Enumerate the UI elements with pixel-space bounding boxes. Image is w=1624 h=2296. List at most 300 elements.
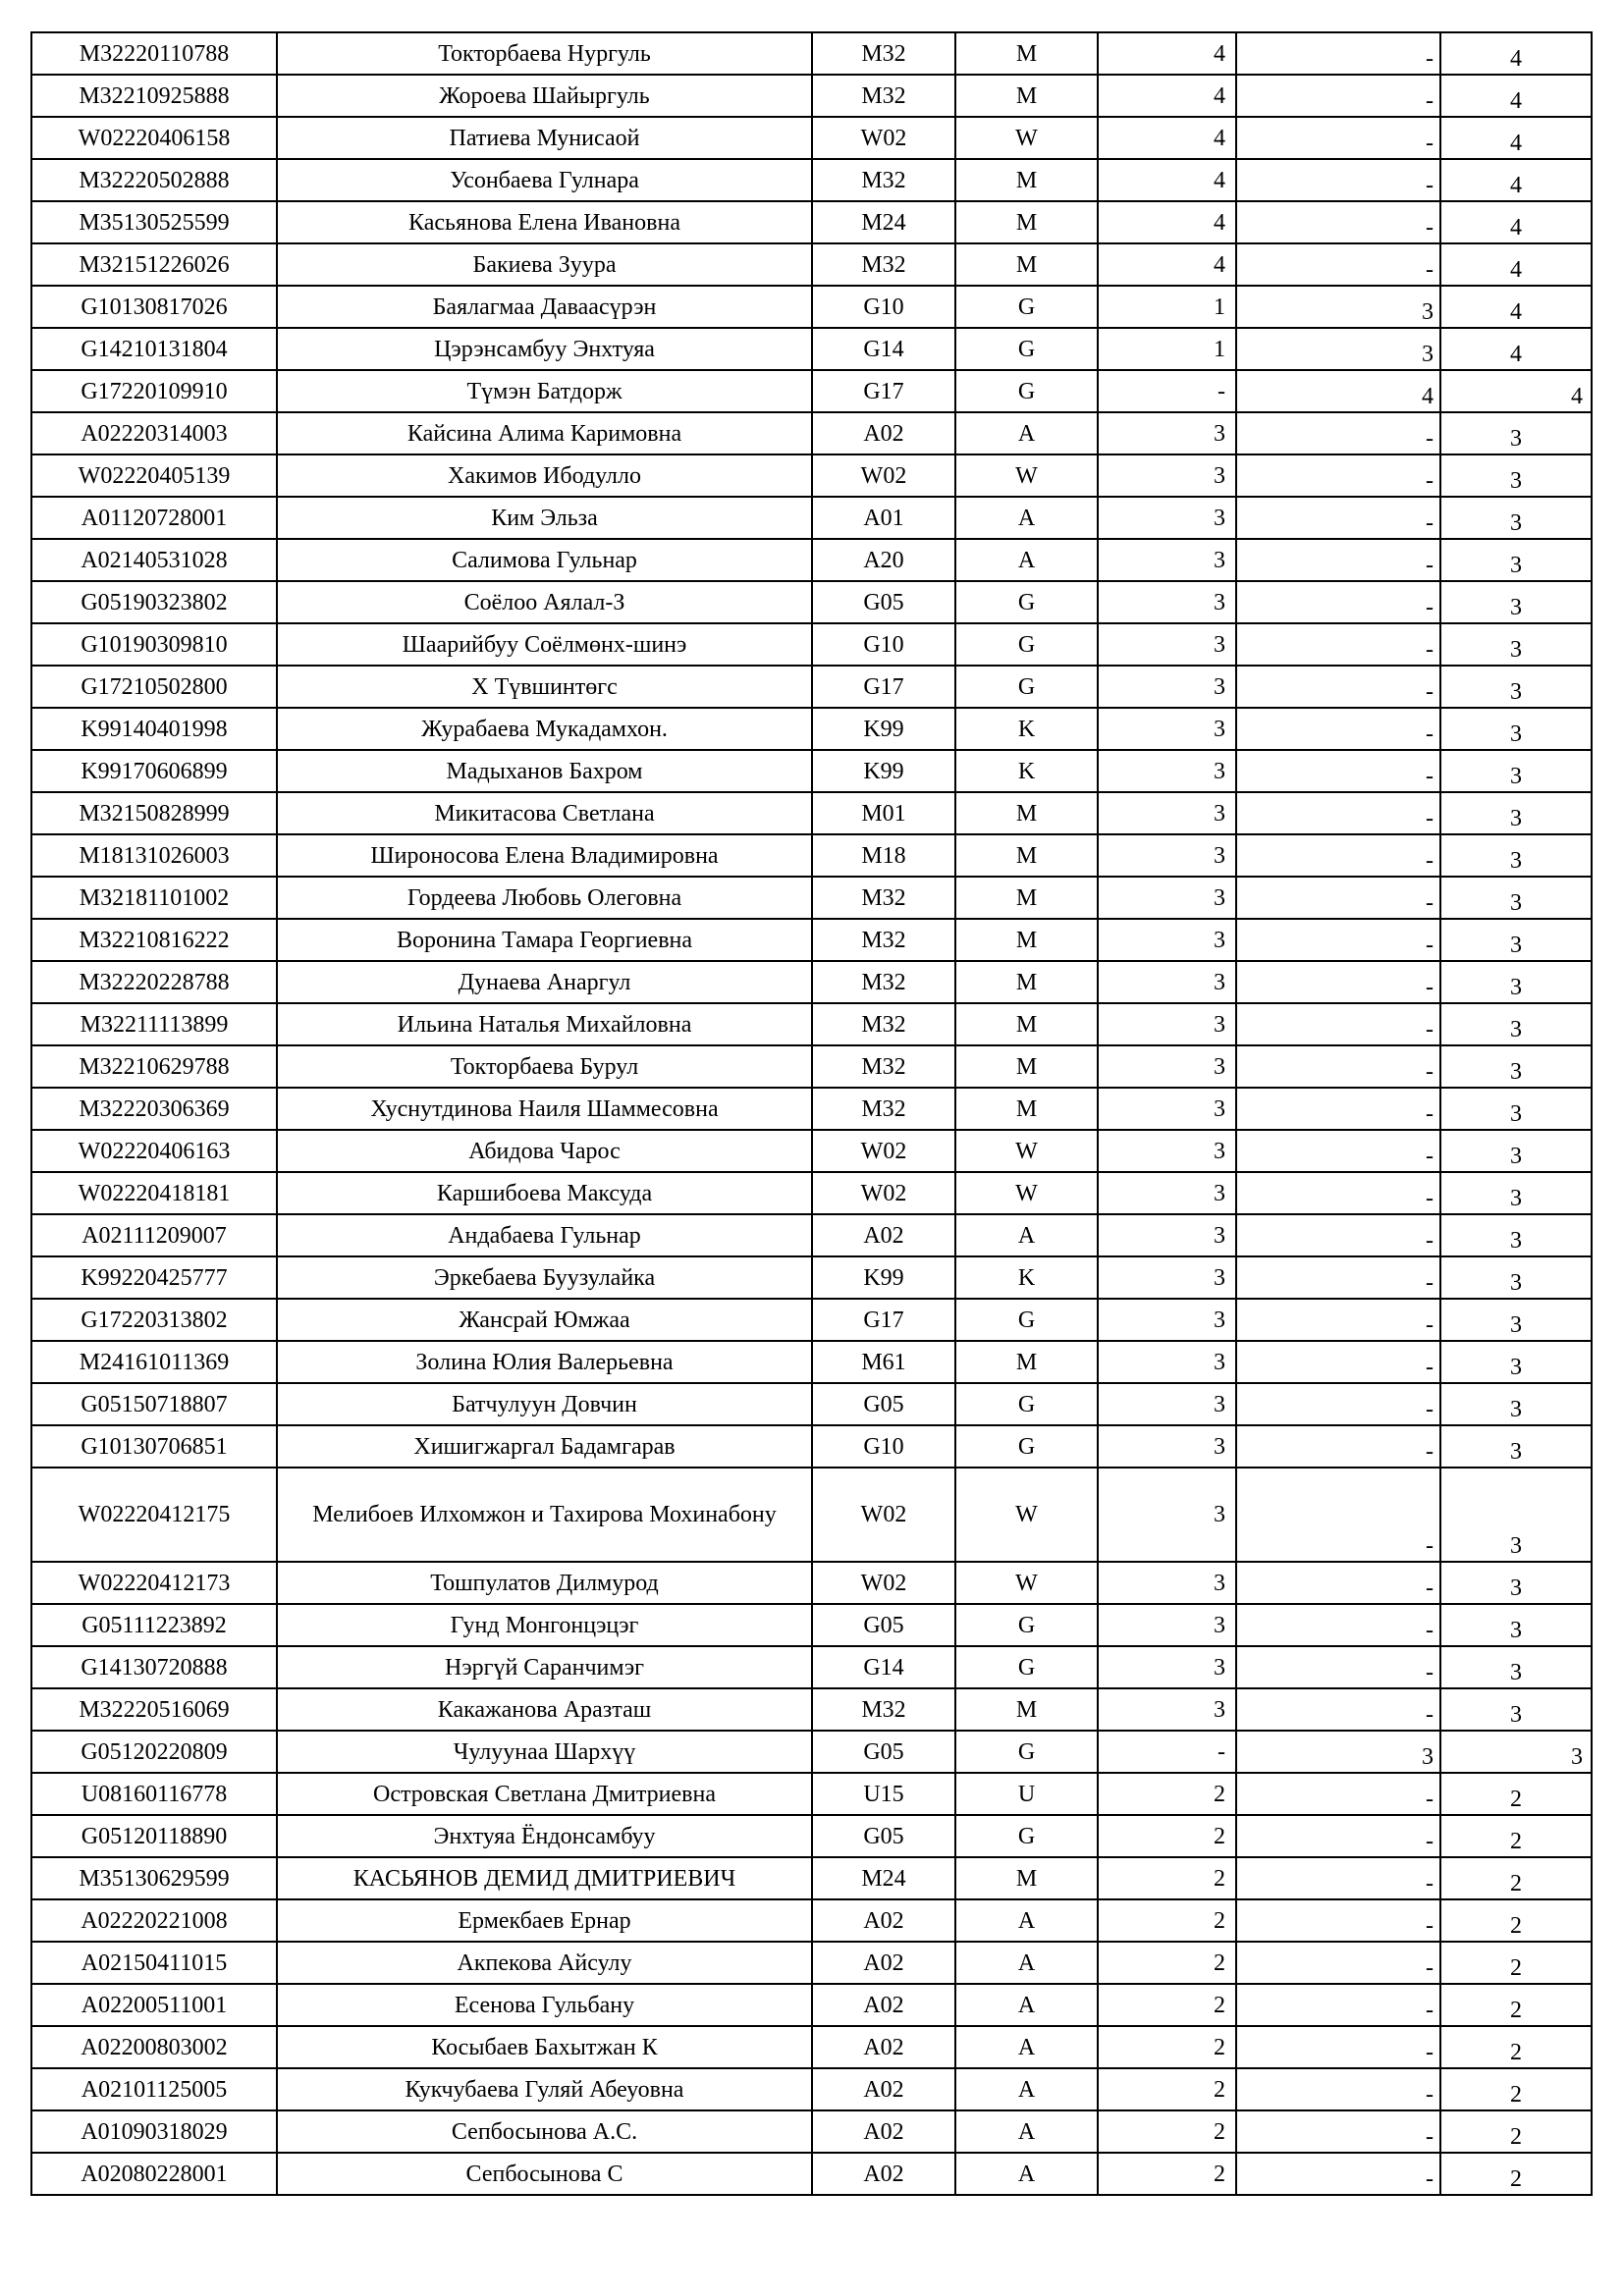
score-1-cell: 3	[1098, 919, 1236, 961]
results-table	[30, 31, 1593, 2196]
group-code-cell: M32	[812, 919, 955, 961]
score-2-cell: -	[1236, 1899, 1440, 1942]
total-score-cell: 4	[1440, 75, 1592, 117]
participant-name-cell: Токторбаева Нургуль	[277, 32, 812, 75]
score-2-cell: -	[1236, 497, 1440, 539]
participant-name-cell: Усонбаева Гулнара	[277, 159, 812, 201]
group-code-cell: M32	[812, 159, 955, 201]
results-table-body	[31, 32, 1592, 2195]
participant-name-cell: Косыбаев Бахытжан К	[277, 2026, 812, 2068]
region-letter-cell: M	[955, 159, 1098, 201]
region-letter-cell: A	[955, 2068, 1098, 2110]
group-code-cell: A02	[812, 2068, 955, 2110]
score-1-cell: 2	[1098, 1815, 1236, 1857]
participant-name-cell: КАСЬЯНОВ ДЕМИД ДМИТРИЕВИЧ	[277, 1857, 812, 1899]
score-2-cell: -	[1236, 1688, 1440, 1731]
group-code-cell: M32	[812, 961, 955, 1003]
participant-name-cell: Баялагмаа Даваасүрэн	[277, 286, 812, 328]
region-letter-cell: G	[955, 1299, 1098, 1341]
score-2-cell: -	[1236, 961, 1440, 1003]
table-row	[31, 497, 1592, 539]
score-1-cell: 3	[1098, 1045, 1236, 1088]
group-code-cell: A02	[812, 1214, 955, 1256]
score-1-cell: 4	[1098, 243, 1236, 286]
score-2-cell: -	[1236, 792, 1440, 834]
total-score-cell: 3	[1440, 1299, 1592, 1341]
participant-code-cell: M35130525599	[31, 201, 277, 243]
score-1-cell: 2	[1098, 1899, 1236, 1942]
participant-code-cell: K99140401998	[31, 708, 277, 750]
region-letter-cell: G	[955, 666, 1098, 708]
group-code-cell: A01	[812, 497, 955, 539]
group-code-cell: M32	[812, 1003, 955, 1045]
region-letter-cell: W	[955, 1468, 1098, 1562]
participant-name-cell: Эркебаева Буузулайка	[277, 1256, 812, 1299]
region-letter-cell: K	[955, 750, 1098, 792]
participant-name-cell: Акпекова Айсулу	[277, 1942, 812, 1984]
region-letter-cell: G	[955, 1731, 1098, 1773]
score-1-cell: 2	[1098, 2110, 1236, 2153]
score-1-cell: 3	[1098, 1256, 1236, 1299]
participant-code-cell: G17210502800	[31, 666, 277, 708]
participant-name-cell: Широносова Елена Владимировна	[277, 834, 812, 877]
total-score-cell: 3	[1440, 623, 1592, 666]
score-1-cell: 3	[1098, 454, 1236, 497]
region-letter-cell: M	[955, 1688, 1098, 1731]
table-row	[31, 1130, 1592, 1172]
score-2-cell: -	[1236, 1383, 1440, 1425]
group-code-cell: G05	[812, 1731, 955, 1773]
table-row	[31, 412, 1592, 454]
group-code-cell: A02	[812, 1984, 955, 2026]
score-2-cell: -	[1236, 1172, 1440, 1214]
region-letter-cell: M	[955, 75, 1098, 117]
region-letter-cell: M	[955, 877, 1098, 919]
score-1-cell: 3	[1098, 961, 1236, 1003]
participant-code-cell: W02220412173	[31, 1562, 277, 1604]
score-2-cell: -	[1236, 1984, 1440, 2026]
group-code-cell: M32	[812, 32, 955, 75]
total-score-cell: 3	[1440, 1562, 1592, 1604]
total-score-cell: 3	[1440, 1130, 1592, 1172]
group-code-cell: A20	[812, 539, 955, 581]
participant-name-cell: Касьянова Елена Ивановна	[277, 201, 812, 243]
participant-code-cell: A02200803002	[31, 2026, 277, 2068]
group-code-cell: M61	[812, 1341, 955, 1383]
table-row	[31, 1773, 1592, 1815]
region-letter-cell: A	[955, 1899, 1098, 1942]
region-letter-cell: A	[955, 1214, 1098, 1256]
score-2-cell: -	[1236, 834, 1440, 877]
table-row	[31, 623, 1592, 666]
participant-code-cell: A02220221008	[31, 1899, 277, 1942]
score-2-cell: -	[1236, 117, 1440, 159]
total-score-cell: 3	[1440, 961, 1592, 1003]
score-1-cell: 3	[1098, 1425, 1236, 1468]
participant-code-cell: A02080228001	[31, 2153, 277, 2195]
score-1-cell: 3	[1098, 1088, 1236, 1130]
table-row	[31, 1214, 1592, 1256]
table-row	[31, 1815, 1592, 1857]
participant-name-cell: Есенова Гульбану	[277, 1984, 812, 2026]
participant-code-cell: M32220306369	[31, 1088, 277, 1130]
score-1-cell: 2	[1098, 1857, 1236, 1899]
score-2-cell: -	[1236, 1256, 1440, 1299]
participant-code-cell: M35130629599	[31, 1857, 277, 1899]
total-score-cell: 3	[1440, 1045, 1592, 1088]
table-row	[31, 1341, 1592, 1383]
score-2-cell: -	[1236, 919, 1440, 961]
table-row	[31, 1172, 1592, 1214]
score-1-cell: 4	[1098, 201, 1236, 243]
group-code-cell: W02	[812, 117, 955, 159]
table-row	[31, 454, 1592, 497]
group-code-cell: A02	[812, 1899, 955, 1942]
participant-code-cell: M32220502888	[31, 159, 277, 201]
table-row	[31, 1984, 1592, 2026]
total-score-cell: 2	[1440, 1815, 1592, 1857]
participant-name-cell: Х Түвшинтөгс	[277, 666, 812, 708]
score-1-cell: 3	[1098, 1130, 1236, 1172]
participant-code-cell: W02220405139	[31, 454, 277, 497]
score-1-cell: 3	[1098, 581, 1236, 623]
score-2-cell: -	[1236, 1130, 1440, 1172]
region-letter-cell: K	[955, 708, 1098, 750]
score-1-cell: 3	[1098, 708, 1236, 750]
participant-name-cell: Жороева Шайыргуль	[277, 75, 812, 117]
participant-name-cell: Гунд Монгонцэцэг	[277, 1604, 812, 1646]
participant-name-cell: Хакимов Ибодулло	[277, 454, 812, 497]
total-score-cell: 3	[1440, 750, 1592, 792]
participant-name-cell: Ильина Наталья Михайловна	[277, 1003, 812, 1045]
total-score-cell: 2	[1440, 2110, 1592, 2153]
participant-code-cell: G05150718807	[31, 1383, 277, 1425]
score-2-cell: -	[1236, 1341, 1440, 1383]
total-score-cell: 2	[1440, 2026, 1592, 2068]
score-1-cell: 2	[1098, 2026, 1236, 2068]
score-2-cell: -	[1236, 1815, 1440, 1857]
region-letter-cell: W	[955, 454, 1098, 497]
table-row	[31, 1425, 1592, 1468]
participant-code-cell: M32210629788	[31, 1045, 277, 1088]
total-score-cell: 3	[1440, 1214, 1592, 1256]
score-1-cell: 3	[1098, 750, 1236, 792]
score-1-cell: 1	[1098, 328, 1236, 370]
region-letter-cell: M	[955, 919, 1098, 961]
participant-code-cell: G05190323802	[31, 581, 277, 623]
score-2-cell: -	[1236, 1003, 1440, 1045]
group-code-cell: M32	[812, 243, 955, 286]
score-1-cell: 1	[1098, 286, 1236, 328]
score-1-cell: 3	[1098, 1214, 1236, 1256]
table-row	[31, 581, 1592, 623]
total-score-cell: 3	[1440, 708, 1592, 750]
participant-name-cell: Мелибоев Илхомжон и Тахирова Мохинабону	[277, 1468, 812, 1562]
table-row	[31, 792, 1592, 834]
table-row	[31, 159, 1592, 201]
total-score-cell: 4	[1440, 243, 1592, 286]
participant-name-cell: Мадыханов Бахром	[277, 750, 812, 792]
participant-name-cell: Цэрэнсамбуу Энхтуяа	[277, 328, 812, 370]
participant-code-cell: M18131026003	[31, 834, 277, 877]
score-1-cell: 2	[1098, 1773, 1236, 1815]
table-row	[31, 2026, 1592, 2068]
participant-code-cell: G17220313802	[31, 1299, 277, 1341]
group-code-cell: A02	[812, 2110, 955, 2153]
score-2-cell: -	[1236, 1942, 1440, 1984]
participant-code-cell: M32220228788	[31, 961, 277, 1003]
score-2-cell: -	[1236, 1045, 1440, 1088]
score-1-cell: 3	[1098, 1604, 1236, 1646]
participant-name-cell: Ким Эльза	[277, 497, 812, 539]
total-score-cell: 4	[1440, 117, 1592, 159]
region-letter-cell: K	[955, 1256, 1098, 1299]
participant-name-cell: Патиева Мунисаой	[277, 117, 812, 159]
participant-code-cell: G14210131804	[31, 328, 277, 370]
group-code-cell: U15	[812, 1773, 955, 1815]
score-1-cell: 4	[1098, 32, 1236, 75]
participant-name-cell: Соёлоо Аялал-З	[277, 581, 812, 623]
region-letter-cell: G	[955, 623, 1098, 666]
participant-name-cell: Каршибоева Максуда	[277, 1172, 812, 1214]
participant-name-cell: Батчулуун Довчин	[277, 1383, 812, 1425]
region-letter-cell: M	[955, 1088, 1098, 1130]
region-letter-cell: A	[955, 1942, 1098, 1984]
table-row	[31, 1299, 1592, 1341]
total-score-cell: 3	[1440, 1688, 1592, 1731]
table-row	[31, 1383, 1592, 1425]
score-2-cell: -	[1236, 708, 1440, 750]
score-1-cell: 3	[1098, 623, 1236, 666]
table-row	[31, 75, 1592, 117]
region-letter-cell: A	[955, 2153, 1098, 2195]
score-2-cell: -	[1236, 750, 1440, 792]
group-code-cell: M32	[812, 877, 955, 919]
region-letter-cell: G	[955, 1604, 1098, 1646]
score-2-cell: -	[1236, 1773, 1440, 1815]
participant-name-cell: Хишигжаргал Бадамгарав	[277, 1425, 812, 1468]
table-row	[31, 1688, 1592, 1731]
table-row	[31, 117, 1592, 159]
group-code-cell: K99	[812, 708, 955, 750]
table-row	[31, 2068, 1592, 2110]
table-row	[31, 1942, 1592, 1984]
participant-code-cell: M32181101002	[31, 877, 277, 919]
region-letter-cell: M	[955, 1003, 1098, 1045]
participant-name-cell: Ермекбаев Ернар	[277, 1899, 812, 1942]
score-2-cell: -	[1236, 1562, 1440, 1604]
score-2-cell: -	[1236, 2153, 1440, 2195]
score-2-cell: -	[1236, 1857, 1440, 1899]
group-code-cell: M18	[812, 834, 955, 877]
table-row	[31, 328, 1592, 370]
group-code-cell: G05	[812, 581, 955, 623]
score-1-cell: 4	[1098, 159, 1236, 201]
participant-code-cell: M32150828999	[31, 792, 277, 834]
participant-name-cell: Андабаева Гульнар	[277, 1214, 812, 1256]
participant-code-cell: M32220110788	[31, 32, 277, 75]
participant-code-cell: G05111223892	[31, 1604, 277, 1646]
group-code-cell: W02	[812, 1172, 955, 1214]
region-letter-cell: W	[955, 1562, 1098, 1604]
score-1-cell: 3	[1098, 1562, 1236, 1604]
table-row	[31, 666, 1592, 708]
participant-name-cell: Хуснутдинова Наиля Шаммесовна	[277, 1088, 812, 1130]
participant-code-cell: K99220425777	[31, 1256, 277, 1299]
region-letter-cell: A	[955, 539, 1098, 581]
total-score-cell: 3	[1440, 834, 1592, 877]
region-letter-cell: M	[955, 1341, 1098, 1383]
group-code-cell: G10	[812, 286, 955, 328]
total-score-cell: 3	[1440, 497, 1592, 539]
participant-name-cell: Жансрай Юмжаа	[277, 1299, 812, 1341]
score-2-cell: -	[1236, 32, 1440, 75]
participant-name-cell: Нэргүй Саранчимэг	[277, 1646, 812, 1688]
participant-name-cell: Тошпулатов Дилмурод	[277, 1562, 812, 1604]
group-code-cell: G17	[812, 666, 955, 708]
score-2-cell: -	[1236, 1425, 1440, 1468]
score-2-cell: 3	[1236, 286, 1440, 328]
score-2-cell: -	[1236, 412, 1440, 454]
participant-name-cell: Салимова Гульнар	[277, 539, 812, 581]
region-letter-cell: G	[955, 286, 1098, 328]
total-score-cell: 4	[1440, 201, 1592, 243]
score-1-cell: 3	[1098, 412, 1236, 454]
group-code-cell: M01	[812, 792, 955, 834]
score-2-cell: -	[1236, 539, 1440, 581]
participant-code-cell: W02220412175	[31, 1468, 277, 1562]
region-letter-cell: A	[955, 497, 1098, 539]
score-2-cell: -	[1236, 1468, 1440, 1562]
total-score-cell: 2	[1440, 1899, 1592, 1942]
score-1-cell: 3	[1098, 1688, 1236, 1731]
total-score-cell: 2	[1440, 2068, 1592, 2110]
region-letter-cell: M	[955, 32, 1098, 75]
participant-name-cell: Сепбосынова С	[277, 2153, 812, 2195]
score-1-cell: 3	[1098, 1299, 1236, 1341]
total-score-cell: 3	[1440, 1088, 1592, 1130]
group-code-cell: A02	[812, 2153, 955, 2195]
participant-code-cell: A02111209007	[31, 1214, 277, 1256]
region-letter-cell: G	[955, 1646, 1098, 1688]
region-letter-cell: A	[955, 2110, 1098, 2153]
participant-name-cell: Дунаева Анаргул	[277, 961, 812, 1003]
participant-code-cell: M24161011369	[31, 1341, 277, 1383]
participant-code-cell: A02150411015	[31, 1942, 277, 1984]
group-code-cell: G17	[812, 370, 955, 412]
total-score-cell: 3	[1440, 1003, 1592, 1045]
total-score-cell: 4	[1440, 370, 1592, 412]
group-code-cell: W02	[812, 1468, 955, 1562]
group-code-cell: M24	[812, 1857, 955, 1899]
score-1-cell: 3	[1098, 792, 1236, 834]
score-1-cell: 3	[1098, 497, 1236, 539]
table-row	[31, 1088, 1592, 1130]
score-2-cell: 3	[1236, 328, 1440, 370]
participant-code-cell: W02220418181	[31, 1172, 277, 1214]
table-row	[31, 286, 1592, 328]
group-code-cell: A02	[812, 412, 955, 454]
score-1-cell: 3	[1098, 1383, 1236, 1425]
score-1-cell: 4	[1098, 117, 1236, 159]
region-letter-cell: M	[955, 792, 1098, 834]
table-row	[31, 539, 1592, 581]
participant-code-cell: G10190309810	[31, 623, 277, 666]
total-score-cell: 3	[1440, 1731, 1592, 1773]
score-2-cell: -	[1236, 1299, 1440, 1341]
participant-name-cell: Журабаева Мукадамхон.	[277, 708, 812, 750]
region-letter-cell: M	[955, 961, 1098, 1003]
table-row	[31, 2153, 1592, 2195]
participant-code-cell: W02220406158	[31, 117, 277, 159]
total-score-cell: 3	[1440, 1646, 1592, 1688]
score-2-cell: -	[1236, 454, 1440, 497]
participant-code-cell: G10130706851	[31, 1425, 277, 1468]
score-2-cell: -	[1236, 1646, 1440, 1688]
table-row	[31, 1646, 1592, 1688]
participant-code-cell: A01090318029	[31, 2110, 277, 2153]
table-row	[31, 961, 1592, 1003]
region-letter-cell: W	[955, 1172, 1098, 1214]
group-code-cell: W02	[812, 1130, 955, 1172]
participant-name-cell: Кукчубаева Гуляй Абеуовна	[277, 2068, 812, 2110]
group-code-cell: M32	[812, 75, 955, 117]
total-score-cell: 2	[1440, 1773, 1592, 1815]
region-letter-cell: G	[955, 581, 1098, 623]
group-code-cell: W02	[812, 1562, 955, 1604]
score-2-cell: -	[1236, 159, 1440, 201]
region-letter-cell: G	[955, 1425, 1098, 1468]
score-1-cell: -	[1098, 1731, 1236, 1773]
participant-name-cell: Чулуунаа Шархүү	[277, 1731, 812, 1773]
region-letter-cell: G	[955, 1815, 1098, 1857]
table-row	[31, 1857, 1592, 1899]
participant-code-cell: W02220406163	[31, 1130, 277, 1172]
group-code-cell: M32	[812, 1088, 955, 1130]
group-code-cell: M32	[812, 1045, 955, 1088]
group-code-cell: G14	[812, 328, 955, 370]
participant-code-cell: M32210816222	[31, 919, 277, 961]
table-row	[31, 201, 1592, 243]
score-2-cell: -	[1236, 1604, 1440, 1646]
participant-name-cell: Воронина Тамара Георгиевна	[277, 919, 812, 961]
region-letter-cell: M	[955, 1857, 1098, 1899]
score-1-cell: 3	[1098, 539, 1236, 581]
score-2-cell: -	[1236, 243, 1440, 286]
score-1-cell: 3	[1098, 877, 1236, 919]
participant-code-cell: A02200511001	[31, 1984, 277, 2026]
participant-code-cell: M32220516069	[31, 1688, 277, 1731]
group-code-cell: G10	[812, 1425, 955, 1468]
participant-code-cell: G05120118890	[31, 1815, 277, 1857]
score-1-cell: 3	[1098, 1172, 1236, 1214]
table-row	[31, 243, 1592, 286]
total-score-cell: 2	[1440, 1984, 1592, 2026]
table-row	[31, 750, 1592, 792]
table-row	[31, 1045, 1592, 1088]
participant-code-cell: M32210925888	[31, 75, 277, 117]
total-score-cell: 3	[1440, 1341, 1592, 1383]
score-2-cell: -	[1236, 623, 1440, 666]
region-letter-cell: M	[955, 1045, 1098, 1088]
group-code-cell: A02	[812, 2026, 955, 2068]
score-1-cell: 4	[1098, 75, 1236, 117]
participant-code-cell: M32151226026	[31, 243, 277, 286]
total-score-cell: 3	[1440, 919, 1592, 961]
total-score-cell: 2	[1440, 2153, 1592, 2195]
score-2-cell: -	[1236, 201, 1440, 243]
participant-code-cell: U08160116778	[31, 1773, 277, 1815]
